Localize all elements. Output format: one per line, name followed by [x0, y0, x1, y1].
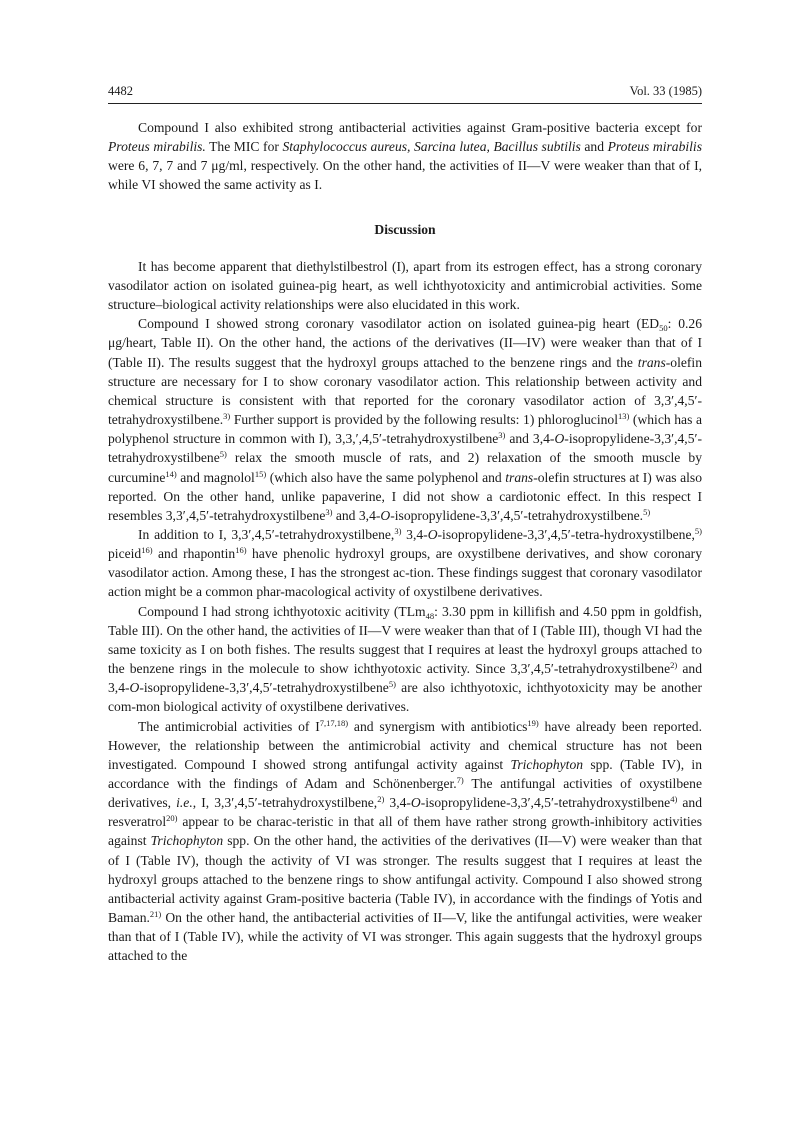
paragraph-oxystilbene-derivatives: In addition to I, 3,3′,4,5′-tetrahydroxystilbene,$^{3)}$ 3,4-O-isopropylidene-3,3′,4,5′-tetra-hydroxystilbene,$^{5)}$ piceid$^{16)}$ and rhapontin$^{16)}$ have phenolic hydroxyl groups, are oxystilbene derivatives, and show coronary vasodilator action. Among these, I has the strongest ac-tion. These findings suggest that coronary vasodilator action might be a common phar-macological activity of oxystilbene derivatives. — [108, 525, 702, 600]
paragraph-antimicrobial: The antimicrobial activities of I$^{7,17,18)}$ and synergism with antibiotics$^{19)}$ have already been reported. However, the relationship between the antimicrobial activity and chemical structure has not been investigated. Compound I showed strong antifungal activity against Trichophyton spp. (Table IV), in accordance with the findings of Adam and Schönenberger.$^{7)}$ The antifungal activities of oxystilbene derivatives, i.e., I, 3,3′,4,5′-tetrahydroxystilbene,$^{2)}$ 3,4-O-isopropylidene-3,3′,4,5′-tetrahydroxystilbene$^{4)}$ and resveratrol$^{20)}$ appear to be charac-teristic in that all of them have rather strong growth-inhibitory activities against Trichophyton spp. On the other hand, the activities of the derivatives (II—V) were weaker than that of I (Table IV), though the activity of VI was stronger. The results suggest that I requires at least the hydroxyl groups attached to the benzene rings to show antifungal activity. Compound I also showed strong antibacterial activity against Gram-positive bacteria (Table IV), in accordance with the findings of Yotis and Baman.$^{21)}$ On the other hand, the antibacterial activities of II—V, like the antifungal activities, were weaker than that of I (Table IV), while the activity of VI was stronger. This again suggests that the hydroxyl groups attached to the — [108, 717, 703, 964]
page-number: 4482 — [108, 84, 133, 98]
header-rule — [108, 103, 702, 104]
article-body — [108, 118, 702, 966]
paragraph-ichthyotoxic: Compound I had strong ichthyotoxic acitivity (TLm$_{48}$: 3.30 ppm in killifish and 4.50 ppm in goldfish, Table III). On the other hand, the activities of II—V were weaker than that of I (Table III), though VI had the same toxicity as I on both fishes. The results suggest that I requires at least the hydroxyl groups attached to the benzene rings in the molecule to show ichthyotoxic activity. Since 3,3′,4,5′-tetrahydroxystilbene$^{2)}$ and 3,4-O-isopropylidene-3,3′,4,5′-tetrahydroxystilbene$^{5)}$ are also ichthyotoxic, ichthyotoxicity may be another com-mon biological activity of oxystilbene derivatives. — [108, 603, 702, 715]
running-header — [108, 84, 702, 102]
volume-label: Vol. 33 (1985) — [629, 84, 702, 98]
paragraph-discussion-intro: It has become apparent that diethylstilbestrol (I), apart from its estrogen effect, has a strong coronary vasodilator action on isolated guinea-pig heart, as well ichthyotoxicity and antimicrobial activities. Some structure–biological activity relationships were also elucidated in this work. — [108, 258, 702, 313]
paragraph-vasodilator: Compound I showed strong coronary vasodilator action on isolated guinea-pig heart ($ED_{50}$: 0.26 μg/heart, Table II). On the other hand, the actions of the derivatives (II—IV) were weaker than that of I (Table II). The results suggest that the hydroxyl groups attached to the benzene rings and the trans-olefin structure are necessary for I to show coronary vasodilator action. This relationship between activity and chemical structure is consistent with that reported for the coronary vasodilator action of 3,3′,4,5′-tetrahydroxystilbene.$^{3)}$ Further support is provided by the following results: 1) phloroglucinol$^{13)}$ (which has a polyphenol structure in common with I), 3,3,′,4,5′-tetrahydroxystilbene$^{3)}$ and 3,4-O-isopropylidene-3,3′,4,5′-tetrahydroxystilbene$^{5)}$ relax the smooth muscle of rats, and 2) relaxation of the smooth muscle by curcumine$^{14)}$ and magnolol$^{15)}$ (which also have the same polyphenol and trans-olefin structures at I) was also reported. On the other hand, unlike papaverine, I did not show a cardiotonic effect. In this respect I resembles 3,3′,4,5′-tetrahydroxystilbene$^{3)}$ and 3,4-O-isopropylidene-3,3′,4,5′-tetrahydroxystilbene.$^{5)}$ — [108, 316, 703, 523]
section-heading-discussion: Discussion — [374, 221, 436, 237]
paragraph-results-antibacterial: Compound I also exhibited strong antibacterial activities against Gram-positive bacteria except for Proteus mirabilis. The MIC for Staphylococcus aureus, Sarcina lutea, Bacillus subtilis and Proteus mirabilis were 6, 7, 7 and 7 μg/ml, respectively. On the other hand, the activities of II—V were weaker than that of I, while VI showed the same activity as I. — [108, 120, 702, 193]
